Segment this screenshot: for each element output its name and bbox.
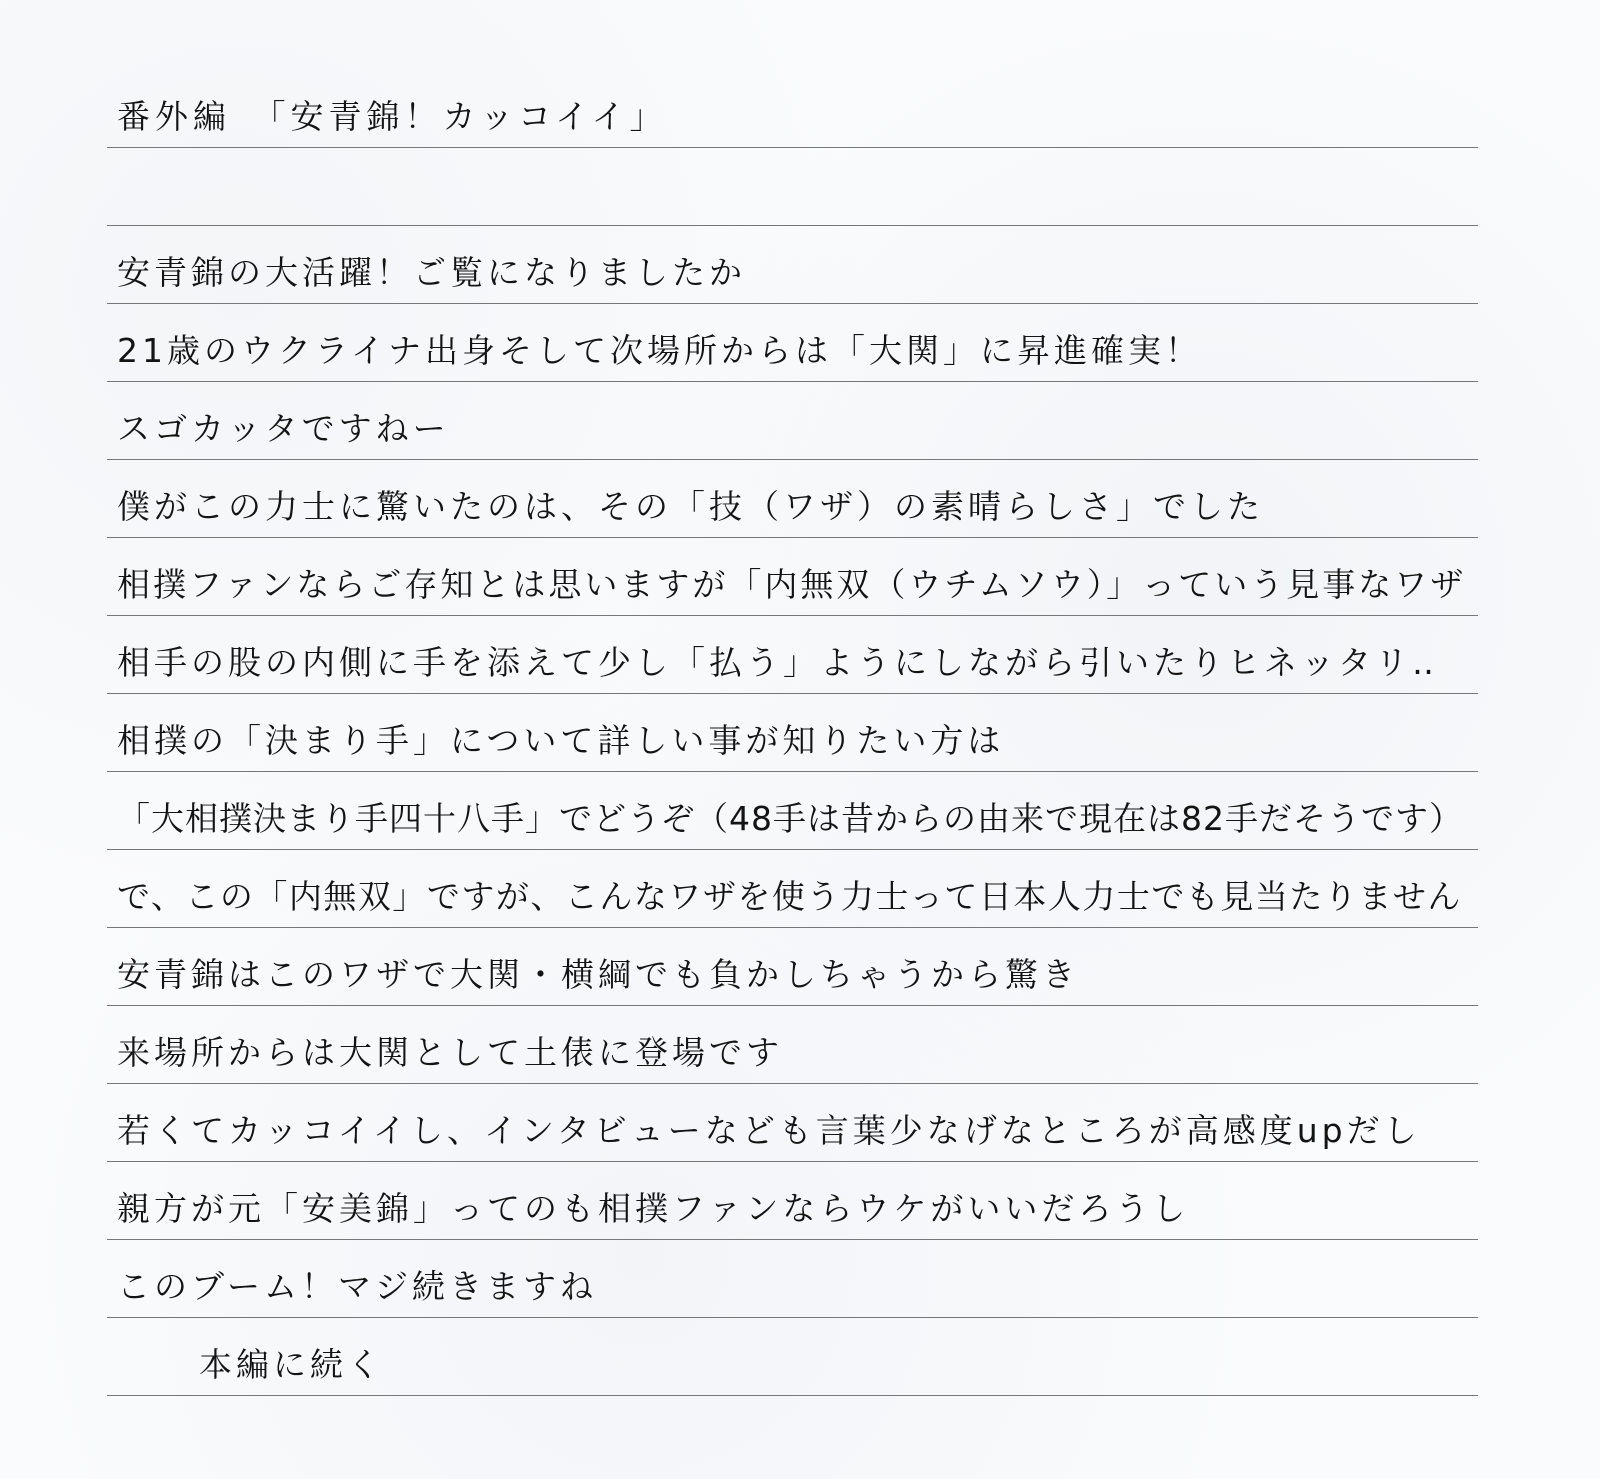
line-text: 相撲ファンならご存知とは思いますが「内無双（ウチムソウ）」っていう見事なワザ (117, 565, 1467, 604)
text-line-6 (107, 616, 1478, 694)
text-line-4 (107, 460, 1478, 538)
text-line-1 (107, 226, 1478, 304)
line-text: 「大相撲決まり手四十八手」でどうぞ（48手は昔からの由来で現在は82手だそうです） (117, 799, 1463, 838)
line-text: 安青錦はこのワザで大関・横綱でも負かしちゃうから驚き (117, 955, 1079, 994)
line-text: 親方が元「安美錦」ってのも相撲ファンならウケがいいだろうし (117, 1189, 1190, 1228)
text-line-3 (107, 382, 1478, 460)
line-text: 安青錦の大活躍！ご覧になりましたか (117, 253, 746, 292)
line-text: 相手の股の内側に手を添えて少し「払う」ようにしながら引いたりヒネッタリ‥ (117, 643, 1439, 682)
text-line-7 (107, 694, 1478, 772)
text-line-10 (107, 928, 1478, 1006)
closing-line (107, 1318, 1478, 1396)
line-text: 来場所からは大関として土俵に登場です (117, 1033, 783, 1072)
text-line-14 (107, 1240, 1478, 1318)
document-title: 番外編 「安青錦！カッコイイ」 (117, 97, 668, 136)
line-text: で、この「内無双」ですが、こんなワザを使う力士って日本人力士でも見当たりません (117, 877, 1462, 916)
text-line-9 (107, 850, 1478, 928)
title-line (107, 70, 1478, 148)
text-line-11 (107, 1006, 1478, 1084)
line-text: 若くてカッコイイし、インタビューなども言葉少なげなところが高感度upだし (117, 1111, 1421, 1150)
line-text: スゴカッタですねー (117, 409, 450, 448)
blank-line (107, 148, 1478, 226)
closing-text: 本編に続く (199, 1345, 384, 1384)
line-text: 僕がこの力士に驚いたのは、その「技（ワザ）の素晴らしさ」でした (117, 487, 1264, 526)
text-line-5 (107, 538, 1478, 616)
line-text: 相撲の「決まり手」について詳しい事が知りたい方は (117, 721, 1005, 760)
text-line-13 (107, 1162, 1478, 1240)
text-line-8 (107, 772, 1478, 850)
lined-document (107, 70, 1478, 1396)
line-text: このブーム！マジ続きますね (117, 1267, 598, 1306)
text-line-12 (107, 1084, 1478, 1162)
text-line-2 (107, 304, 1478, 382)
line-text: 21歳のウクライナ出身そして次場所からは「大関」に昇進確実！ (117, 331, 1203, 370)
